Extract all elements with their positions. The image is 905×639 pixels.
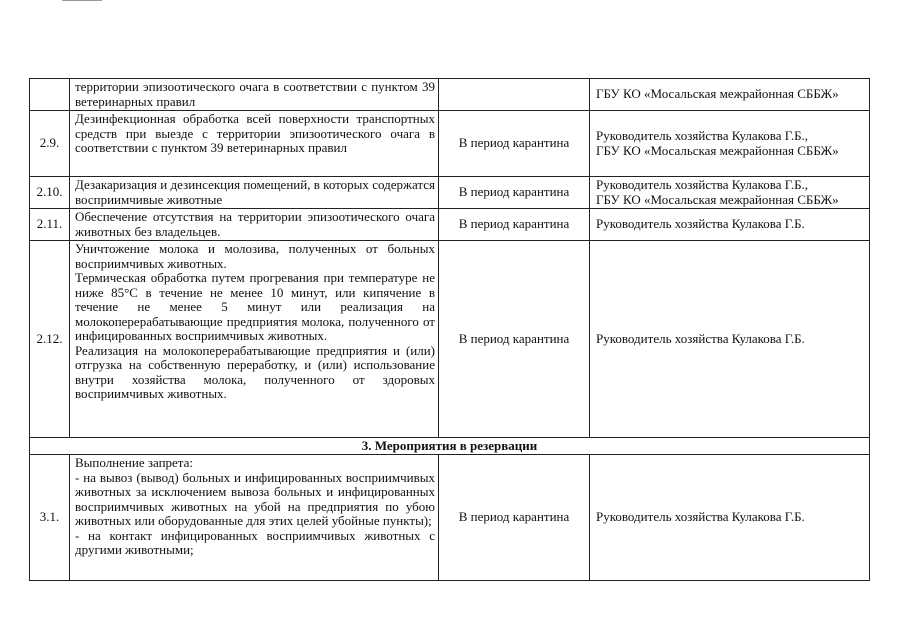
measure-cell <box>70 241 439 438</box>
measure-text: Дезакаризация и дезинсекция помещений, в которых содержатся восприимчивые животные <box>75 177 435 207</box>
responsible-cell <box>590 241 870 438</box>
responsible-cell <box>590 79 870 111</box>
responsible-text: ГБУ КО «Мосальская межрайонная СББЖ» <box>596 191 839 207</box>
measure-text: Уничтожение молока и молозива, полученных от больных восприимчивых животных. <box>75 241 435 271</box>
measure-cell <box>70 111 439 177</box>
responsible-text: Руководитель хозяйства Кулакова Г.Б. <box>596 330 805 346</box>
measure-cell <box>70 177 439 209</box>
measure-text: - на вывоз (вывод) больных и инфицированных восприимчивых животных за исключением вывоза больных и инфицированных восприимчивых животных на убой на предприятия по убою животных или оборудованные для этих целей убойные пункты); <box>75 469 435 528</box>
item-number: 3.1. <box>30 455 70 581</box>
responsible-text: Руководитель хозяйства Кулакова Г.Б. <box>596 216 805 232</box>
measure-text: Реализация на молокоперерабатывающие предприятия и (или) отгрузка на собственную переработку, и (или) использование внутри хозяйства молока, полученного от здоровых восприимчивых животных. <box>75 342 435 401</box>
item-number: 2.10. <box>30 177 70 209</box>
measure-cell <box>70 209 439 241</box>
measure-cell <box>70 79 439 111</box>
responsible-text: Руководитель хозяйства Кулакова Г.Б. <box>596 509 805 525</box>
scan-edge-mark <box>62 0 102 1</box>
item-number <box>30 79 70 111</box>
term-cell <box>439 79 590 111</box>
measure-text: Дезинфекционная обработка всей поверхности транспортных средств при выезде с территории эпизоотического очага в соответствии с пунктом 39 ветеринарных правил <box>75 111 435 155</box>
responsible-text: ГБУ КО «Мосальская межрайонная СББЖ» <box>596 142 839 158</box>
term-cell: В период карантина <box>439 177 590 209</box>
responsible-text: ГБУ КО «Мосальская межрайонная СББЖ» <box>596 86 839 102</box>
responsible-text: Руководитель хозяйства Кулакова Г.Б., <box>596 128 809 143</box>
measure-cell <box>70 455 439 581</box>
responsible-cell <box>590 177 870 209</box>
term-cell: В период карантина <box>439 241 590 438</box>
responsible-cell <box>590 209 870 241</box>
item-number: 2.11. <box>30 209 70 241</box>
measure-text: - на контакт инфицированных восприимчивых животных с другими животными; <box>75 527 435 557</box>
section-row <box>30 438 870 455</box>
table-row <box>30 209 870 241</box>
table-row <box>30 79 870 111</box>
measure-text: территории эпизоотического очага в соответствии с пунктом 39 ветеринарных правил <box>75 79 435 109</box>
measure-text: Обеспечение отсутствия на территории эпизоотического очага животных без владельцев. <box>75 209 435 239</box>
item-number: 2.9. <box>30 111 70 177</box>
table-row <box>30 241 870 438</box>
item-number: 2.12. <box>30 241 70 438</box>
term-cell: В период карантина <box>439 209 590 241</box>
term-cell: В период карантина <box>439 111 590 177</box>
section-heading: 3. Мероприятия в резервации <box>30 438 870 455</box>
measure-text: Выполнение запрета: <box>75 455 194 470</box>
responsible-text: Руководитель хозяйства Кулакова Г.Б., <box>596 177 809 192</box>
table-row <box>30 111 870 177</box>
table-row <box>30 177 870 209</box>
measure-text: Термическая обработка путем прогревания при температуре не ниже 85°С в течение не менее 10 минут, или кипячение в течение не менее 5 минут или реализация на молокоперерабатывающие предприятия молока, полученного от инфицированных восприимчивых животных. <box>75 270 435 343</box>
term-cell: В период карантина <box>439 455 590 581</box>
responsible-cell <box>590 455 870 581</box>
quarantine-measures-table <box>29 78 870 581</box>
responsible-cell <box>590 111 870 177</box>
table-row <box>30 455 870 581</box>
